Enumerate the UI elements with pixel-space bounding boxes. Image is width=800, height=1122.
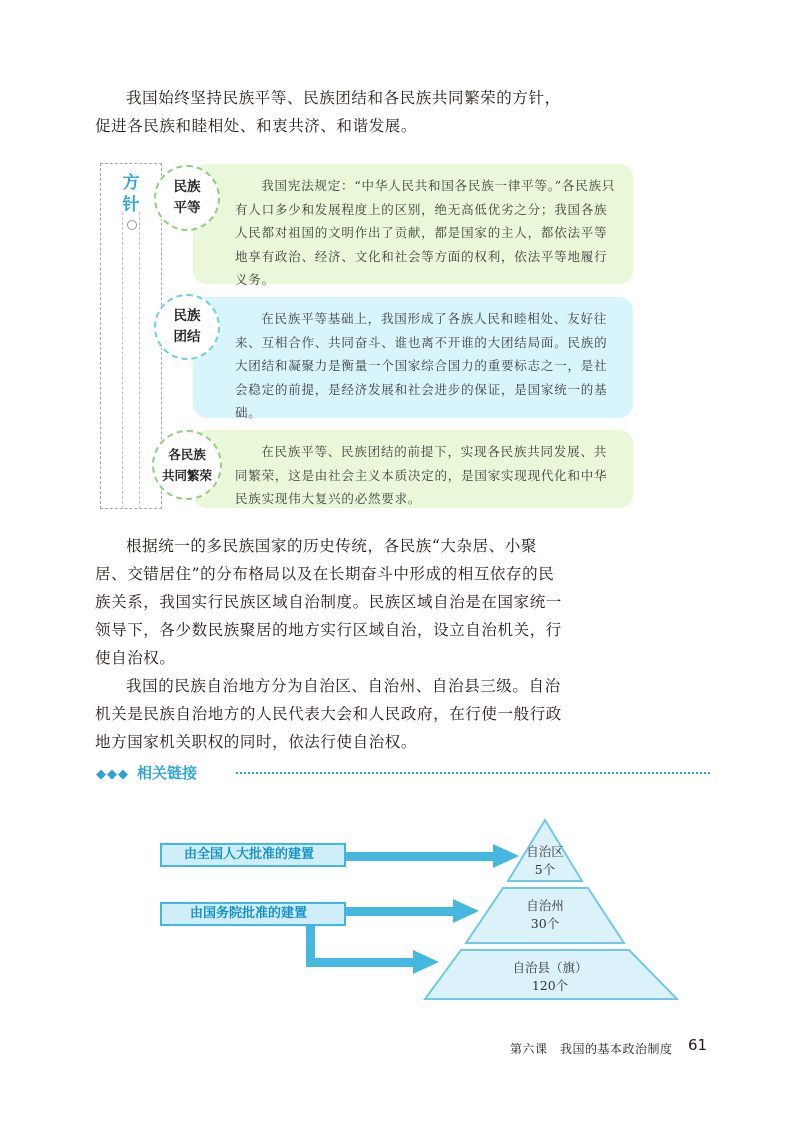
policy-timeline bbox=[122, 212, 140, 509]
related-link-divider bbox=[236, 772, 710, 774]
card-equality bbox=[193, 164, 633, 287]
card-prosperity-text: 在民族平等、民族团结的前提下，实现各民族共同发展、共同繁荣，这是由社会主义本质决定的，是国家实现现代化和中华民族实现伟大复兴的必然要求。 bbox=[235, 444, 608, 506]
badge-unity bbox=[154, 294, 220, 360]
tier-county-count: 120个 bbox=[531, 978, 569, 993]
tier-prefecture-count: 30个 bbox=[530, 916, 560, 931]
arrow-3-head bbox=[413, 950, 439, 974]
body-paragraph-2: 我国的民族自治地方分为自治区、自治州、自治县三级。自治机关是民族自治地方的人民代表大会和人民政府，在行使一般行政地方国家机关职权的同时，依法行使自治权。 bbox=[95, 677, 562, 751]
related-link-title: 相关链接 bbox=[137, 764, 198, 782]
badge-prosperity-line1: 各民族 bbox=[168, 447, 206, 462]
card-unity bbox=[193, 297, 633, 418]
tier-prefecture-name: 自治州 bbox=[526, 898, 564, 913]
card-prosperity bbox=[193, 430, 633, 508]
tier-region-count: 5个 bbox=[534, 862, 556, 877]
badge-equality-line2: 平等 bbox=[173, 200, 201, 216]
related-link-header bbox=[96, 762, 197, 783]
body-paragraph-1: 根据统一的多民族国家的历史传统，各民族“大杂居、小聚居、交错居住”的分布格局以及在长期奋斗中形成的相互依存的民族关系，我国实行民族区域自治制度。民族区域自治是在国家统一领导下，各少数民族聚居的地方实行区域自治，设立自治机关，行使自治权。 bbox=[95, 537, 562, 667]
tier-region-label bbox=[508, 843, 582, 879]
arrow-1-shaft bbox=[345, 852, 495, 861]
badge-prosperity-line2: 共同繁荣 bbox=[161, 468, 212, 483]
arrow-3-shaft bbox=[306, 958, 415, 967]
arrow-2-head bbox=[453, 899, 479, 923]
intro-text: 我国始终坚持民族平等、民族团结和各民族共同繁荣的方针，促进各民族和睦相处、和衷共济、和谐发展。 bbox=[95, 89, 561, 135]
chapter-footer: 第六课 我国的基本政治制度 bbox=[510, 1042, 673, 1056]
label-npc-approved: 由全国人大批准的建置 bbox=[160, 843, 346, 867]
intro-paragraph bbox=[95, 84, 565, 140]
badge-equality bbox=[154, 165, 220, 231]
arrow-2-shaft bbox=[345, 907, 455, 916]
card-equality-text: 我国宪法规定：“中华人民共和国各民族一律平等。”各民族只有人口多少和发展程度上的区别，绝无高低优劣之分；我国各族人民都对祖国的文明作出了贡献，都是国家的主人，都依法平等地享有政治、经济、文化和社会等方面的权利，依法平等地履行义务。 bbox=[235, 178, 616, 287]
policy-title bbox=[118, 172, 144, 216]
policy-title-char-1: 方 bbox=[122, 173, 140, 193]
page-number: 61 bbox=[688, 1036, 708, 1054]
autonomy-diagram bbox=[0, 800, 800, 1010]
tier-region-name: 自治区 bbox=[526, 844, 564, 859]
tier-county-name: 自治县（旗） bbox=[512, 960, 588, 975]
tier-prefecture-label bbox=[490, 897, 600, 933]
timeline-dot bbox=[127, 220, 137, 230]
tier-county-label bbox=[480, 959, 620, 995]
diamond-icon: ◆◆◆ bbox=[96, 767, 129, 782]
badge-unity-line2: 团结 bbox=[173, 329, 201, 345]
badge-equality-line1: 民族 bbox=[173, 179, 201, 195]
label-state-council-approved: 由国务院批准的建置 bbox=[160, 902, 346, 926]
badge-unity-line1: 民族 bbox=[173, 308, 201, 324]
card-unity-text: 在民族平等基础上，我国形成了各族人民和睦相处、友好往来、互相合作、共同奋斗、谁也离不开谁的大团结局面。民族的大团结和凝聚力是衡量一个国家综合国力的重要标志之一，是社会稳定的前提，是经济发展和社会进步的保证，是国家统一的基础。 bbox=[235, 311, 608, 420]
policy-title-char-2: 针 bbox=[122, 195, 140, 215]
body-paragraphs bbox=[95, 532, 565, 756]
badge-prosperity bbox=[152, 430, 222, 500]
